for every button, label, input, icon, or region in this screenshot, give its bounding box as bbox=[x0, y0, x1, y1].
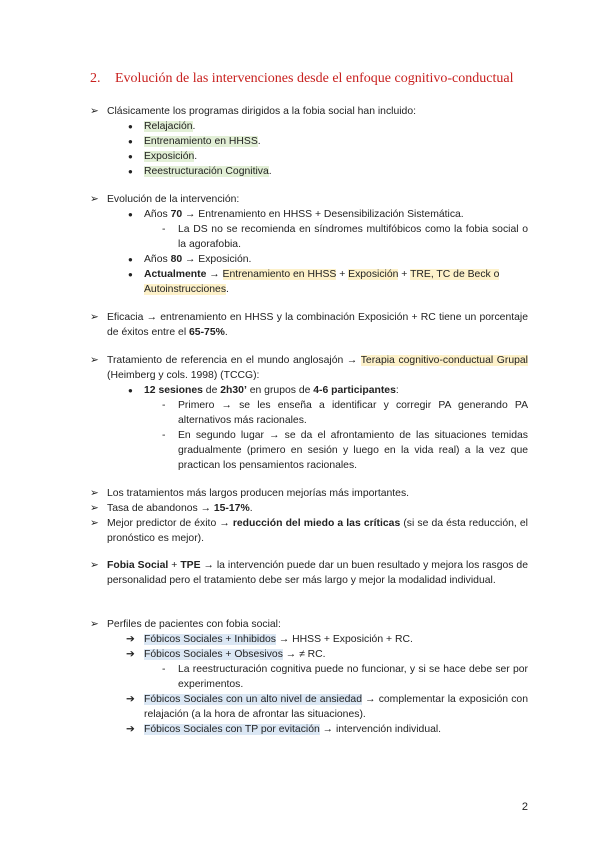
list-item: ● Años 80 → Exposición. bbox=[128, 254, 252, 265]
list-item: ➢ Eficacia → entrenamiento en HHSS y la combinación Exposición + RC tiene un porcentaje de éxitos entre el 65-75%. bbox=[90, 312, 528, 338]
arrowhead-bullet-icon: ➢ bbox=[90, 518, 99, 529]
dash-bullet-icon: - bbox=[162, 664, 166, 675]
block-fobia-tpe bbox=[90, 558, 528, 588]
arrowhead-bullet-icon: ➢ bbox=[90, 312, 99, 323]
list-item: ➢ Clásicamente los programas dirigidos a la fobia social han incluido: bbox=[90, 106, 416, 117]
block-outcomes bbox=[90, 486, 528, 546]
bullet-icon: ● bbox=[128, 210, 133, 219]
block-evolution bbox=[90, 192, 528, 297]
arrow-right-icon: ➔ bbox=[126, 634, 135, 645]
section-heading bbox=[90, 71, 560, 86]
list-item: ➢ Fobia Social + TPE → la intervención puede dar un buen resultado y mejora los rasgos de personalidad pero el tratamiento debe ser más largo y mejor la modalidad individual. bbox=[90, 560, 528, 586]
block-reference-treatment bbox=[90, 353, 528, 473]
list-item: ➢ Perfiles de pacientes con fobia social: bbox=[90, 619, 281, 630]
arrowhead-bullet-icon: ➢ bbox=[90, 355, 99, 366]
dash-bullet-icon: - bbox=[162, 224, 166, 235]
list-item: ➢ Los tratamientos más largos producen mejorías más importantes. bbox=[90, 488, 410, 499]
bullet-icon: ● bbox=[128, 270, 133, 279]
list-item: ➔ Fóbicos Sociales + Inhibidos → HHSS + Exposición + RC. bbox=[126, 634, 413, 645]
bullet-icon: ● bbox=[128, 137, 133, 146]
bullet-icon: ● bbox=[128, 167, 133, 176]
arrowhead-bullet-icon: ➢ bbox=[90, 106, 99, 117]
section-title: Evolución de las intervenciones desde el enfoque cognitivo-conductual bbox=[115, 71, 514, 86]
arrow-right-icon: ➔ bbox=[126, 724, 135, 735]
dash-bullet-icon: - bbox=[162, 430, 166, 441]
list-item: ● Reestructuración Cognitiva. bbox=[128, 166, 272, 177]
list-item: ● Exposición. bbox=[128, 151, 198, 162]
list-item: ● Actualmente → Entrenamiento en HHSS + Exposición + TRE, TC de Beck o Autoinstrucciones. bbox=[128, 269, 500, 295]
bullet-icon: ● bbox=[128, 152, 133, 161]
arrowhead-bullet-icon: ➢ bbox=[90, 503, 99, 514]
arrow-right-icon: ➔ bbox=[126, 694, 135, 705]
list-item: ➢ Mejor predictor de éxito → reducción del miedo a las críticas (si se da ésta reducción, el pronóstico es mejor). bbox=[90, 518, 528, 544]
list-item: - En segundo lugar → se da el afrontamiento de las situaciones temidas gradualmente (primero en sesión y luego en la vida real) a la vez que practican los pensamientos racionales. bbox=[162, 430, 528, 471]
section-number: 2. bbox=[90, 71, 101, 86]
block-programs bbox=[90, 104, 528, 179]
list-item: - La DS no se recomienda en síndromes multifóbicos como la fobia social o la agorafobia. bbox=[162, 224, 528, 250]
arrowhead-bullet-icon: ➢ bbox=[90, 560, 99, 571]
list-item: ➔ Fóbicos Sociales + Obsesivos → ≠ RC. bbox=[126, 649, 326, 660]
dash-bullet-icon: - bbox=[162, 400, 166, 411]
page-number: 2 bbox=[521, 801, 528, 813]
list-item: ➔ Fóbicos Sociales con un alto nivel de ansiedad → complementar la exposición con relajación (a la hora de afrontar las situaciones). bbox=[126, 694, 528, 720]
list-item: - Primero → se les enseña a identificar y corregir PA generando PA alternativos más racionales. bbox=[162, 400, 528, 426]
list-item: ➔ Fóbicos Sociales con TP por evitación → intervención individual. bbox=[126, 724, 442, 735]
list-item: ➢ Evolución de la intervención: bbox=[90, 194, 240, 205]
list-item: ● 12 sesiones de 2h30’ en grupos de 4-6 participantes: bbox=[128, 385, 399, 396]
list-item: - La reestructuración cognitiva puede no funcionar, y si se hace debe ser por experimentos. bbox=[162, 664, 528, 690]
list-item: ➢ Tratamiento de referencia en el mundo anglosajón → Terapia cognitivo-conductual Grupal (Heimberg y cols. 1998) (TCCG): bbox=[90, 355, 528, 381]
list-item: ● Entrenamiento en HHSS. bbox=[128, 136, 261, 147]
bullet-icon: ● bbox=[128, 386, 133, 395]
bullet-icon: ● bbox=[128, 122, 133, 131]
arrowhead-bullet-icon: ➢ bbox=[90, 488, 99, 499]
block-efficacy bbox=[90, 310, 528, 340]
arrow-right-icon: ➔ bbox=[126, 649, 135, 660]
block-patient-profiles bbox=[90, 617, 528, 737]
bullet-icon: ● bbox=[128, 255, 133, 264]
list-item: ● Relajación. bbox=[128, 121, 196, 132]
list-item: ● Años 70 → Entrenamiento en HHSS + Desensibilización Sistemática. bbox=[128, 209, 464, 220]
arrowhead-bullet-icon: ➢ bbox=[90, 194, 99, 205]
arrowhead-bullet-icon: ➢ bbox=[90, 619, 99, 630]
list-item: ➢ Tasa de abandonos → 15-17%. bbox=[90, 503, 253, 514]
